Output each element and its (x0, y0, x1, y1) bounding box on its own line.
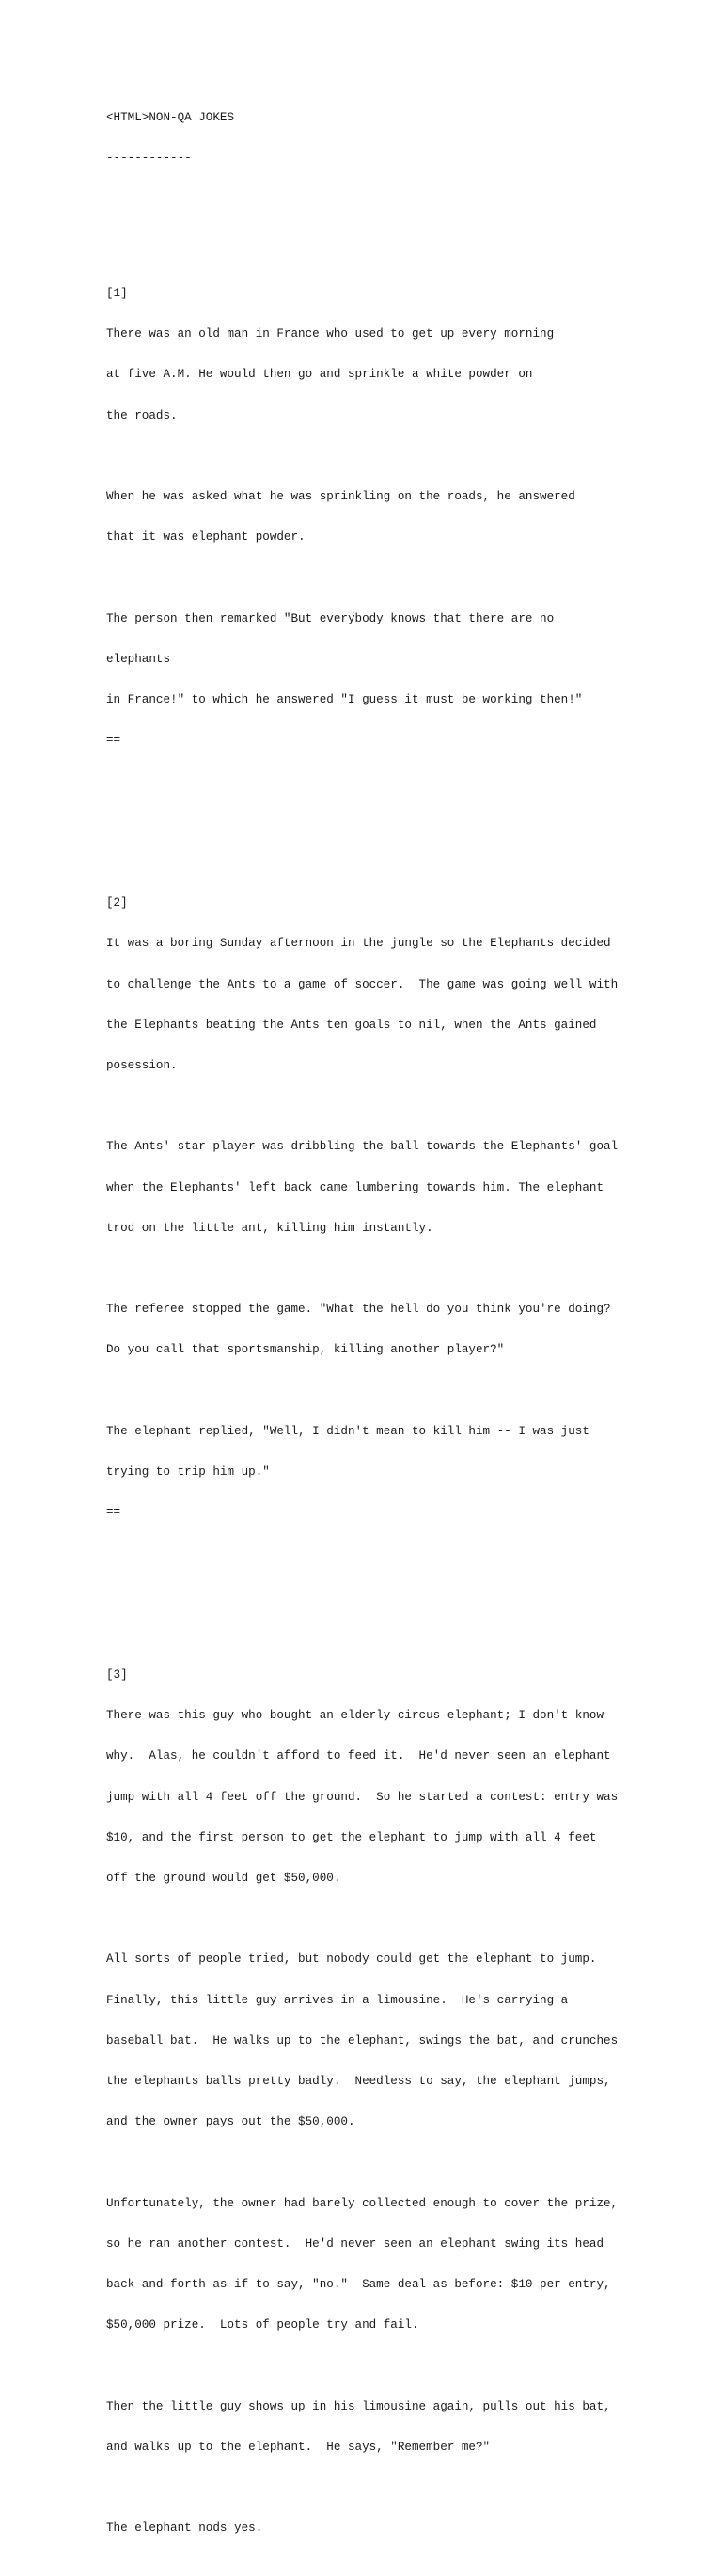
spacer (106, 1912, 619, 1925)
joke-3 (106, 1641, 619, 2562)
joke-line: that it was elephant powder. (106, 530, 306, 545)
joke-number: [3] (106, 1668, 128, 1683)
joke-line: and the owner pays out the $50,000. (106, 2115, 355, 2129)
spacer (106, 571, 619, 584)
joke-line: The elephant replied, "Well, I didn't mean to kill him -- I was just (106, 1424, 589, 1438)
joke-line: trod on the little ant, killing him instantly. (106, 1221, 433, 1235)
spacer (106, 1099, 619, 1113)
joke-line: when the Elephants' left back came lumbering towards him. The elephant (106, 1180, 604, 1194)
joke-line: the roads. (106, 408, 178, 422)
joke-line: trying to trip him up." (106, 1464, 270, 1478)
joke-line: It was a boring Sunday afternoon in the jungle so the Elephants decided (106, 937, 611, 951)
spacer (106, 2481, 619, 2494)
spacer (106, 774, 619, 787)
spacer (106, 450, 619, 463)
spacer (106, 1384, 619, 1398)
joke-line: Finally, this little guy arrives in a limousine. He's carrying a (106, 1993, 569, 2007)
joke-line: When he was asked what he was sprinkling on the roads, he answered (106, 490, 575, 504)
joke-line: Then the little guy shows up in his limousine again, pulls out his bat, (106, 2399, 611, 2413)
joke-line: There was an old man in France who used to get up every morning (106, 327, 555, 341)
joke-line: elephants (106, 652, 171, 666)
joke-line: and walks up to the elephant. He says, "Remember me?" (106, 2440, 491, 2454)
joke-line: The elephant nods yes. (106, 2521, 263, 2536)
joke-separator: == (106, 1506, 121, 1520)
spacer (106, 2156, 619, 2169)
joke-line: $10, and the first person to get the elephant to jump with all 4 feet (106, 1830, 597, 1844)
joke-line: The person then remarked "But everybody knows that there are no (106, 611, 555, 625)
joke-line: back and forth as if to say, "no." Same deal as before: $10 per entry, (106, 2278, 611, 2292)
joke-number: [2] (106, 896, 128, 910)
joke-line: baseball bat. He walks up to the elephant, swings the bat, and crunches (106, 2033, 619, 2047)
joke-line: posession. (106, 1058, 178, 1072)
joke-line: to challenge the Ants to a game of soccer. The game was going well with (106, 977, 619, 991)
document-title: <HTML>NON-QA JOKES (106, 110, 235, 124)
spacer (106, 1262, 619, 1275)
joke-line: why. Alas, he couldn't afford to feed it. He'd never seen an elephant (106, 1749, 611, 1763)
joke-line: so he ran another contest. He'd never seen an elephant swing its head (106, 2236, 604, 2251)
joke-line: the Elephants beating the Ants ten goals to nil, when the Ants gained (106, 1018, 597, 1032)
joke-separator: == (106, 734, 121, 748)
joke-line: off the ground would get $50,000. (106, 1872, 341, 1886)
joke-1 (106, 260, 619, 814)
joke-line: All sorts of people tried, but nobody could get the elephant to jump. (106, 1952, 597, 1967)
spacer (106, 2359, 619, 2372)
joke-number: [1] (106, 287, 128, 301)
spacer (106, 1546, 619, 1559)
joke-line: jump with all 4 feet off the ground. So he started a contest: entry was (106, 1790, 619, 1804)
joke-line: The Ants' star player was dribbling the ball towards the Elephants' goal (106, 1140, 619, 1154)
joke-2 (106, 869, 619, 1587)
document-body (106, 84, 619, 2576)
joke-line: $50,000 prize. Lots of people try and fail. (106, 2318, 419, 2332)
joke-line: The referee stopped the game. "What the hell do you think you're doing? (106, 1303, 611, 1317)
joke-line: in France!" to which he answered "I guess it must be working then!" (106, 693, 583, 707)
joke-line: There was this guy who bought an elderly circus elephant; I don't know (106, 1709, 604, 1723)
joke-line: Do you call that sportsmanship, killing another player?" (106, 1343, 505, 1357)
title-underline: ------------ (106, 151, 192, 166)
joke-line: the elephants balls pretty badly. Needless to say, the elephant jumps, (106, 2075, 611, 2089)
spacer (106, 192, 619, 205)
joke-line: at five A.M. He would then go and sprinkle a white powder on (106, 368, 533, 382)
joke-line: Unfortunately, the owner had barely collected enough to cover the prize, (106, 2196, 619, 2210)
